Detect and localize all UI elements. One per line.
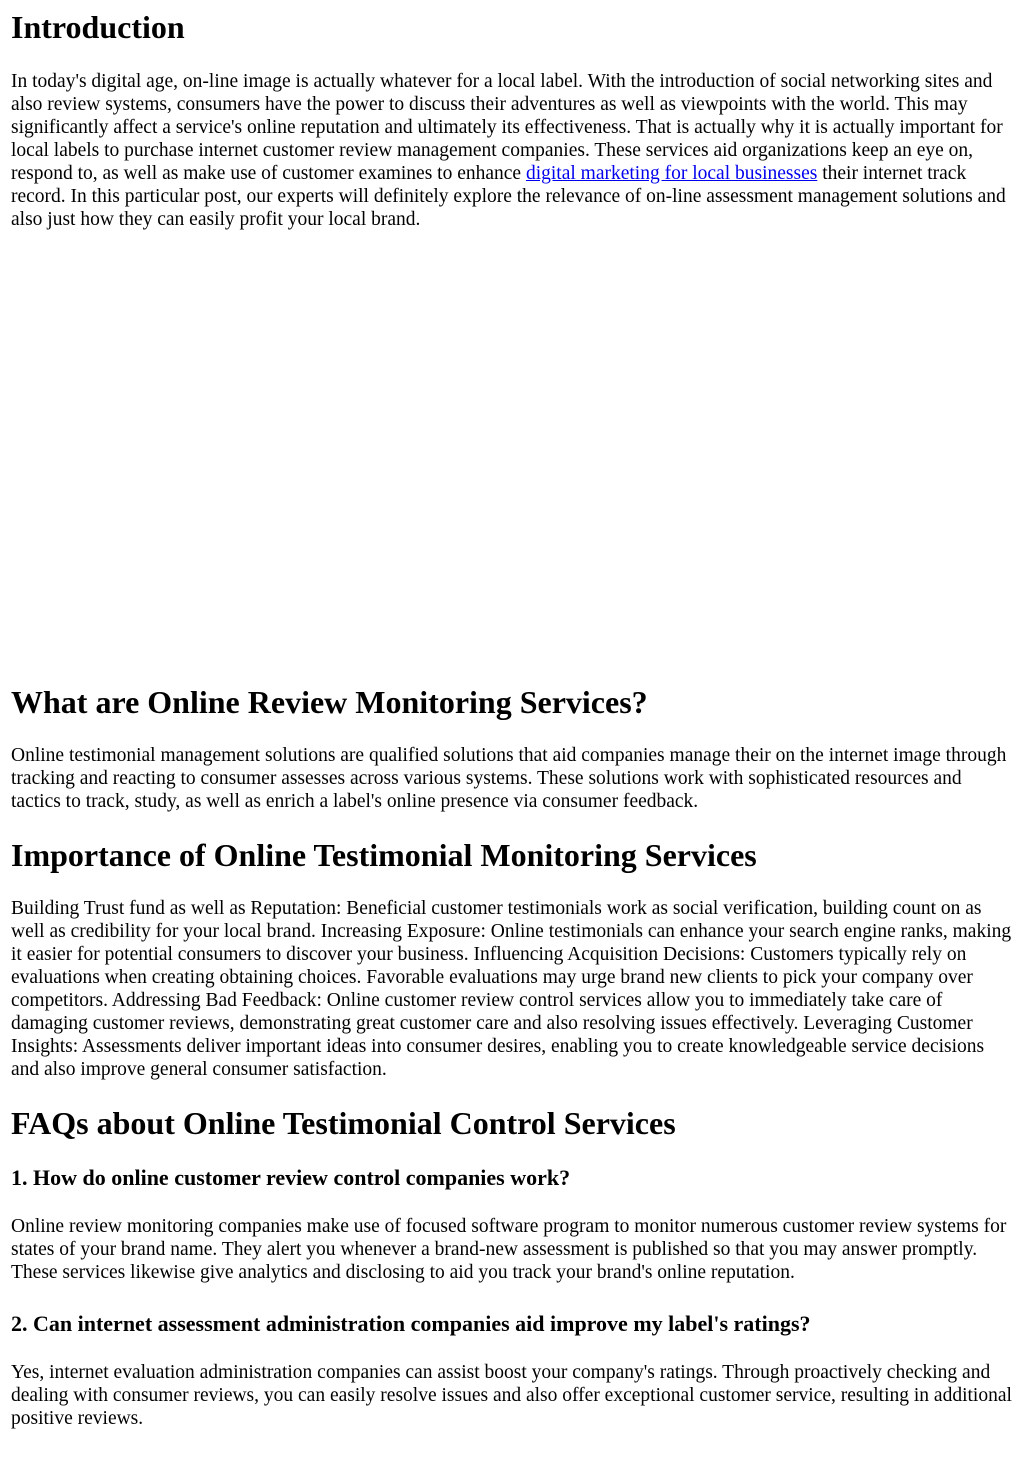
blank-image-area bbox=[11, 231, 1013, 673]
introduction-heading: Introduction bbox=[11, 9, 185, 45]
faqs-heading: FAQs about Online Testimonial Control Services bbox=[11, 1105, 676, 1141]
what-are-services-heading: What are Online Review Monitoring Services? bbox=[11, 684, 648, 720]
introduction-text-start: In today's digital age, on-line image is actually whatever for a local label. With the introduction of social networking sites and also review systems, consumers have the power to discuss their adventures as well as viewpoints with the world. This may significantly affect a service's online reputation and ultimately its effectiveness. That is actually why it is actually important for local labels to purchase internet customer review management companies. These services aid organizations keep an eye on, respond to, as well as make use of customer examines to enhance bbox=[11, 71, 1003, 184]
introduction-text-end: their internet track record. In this particular post, our experts will definitely explore the relevance of on-line assessment management solutions and also just how they can easily profit your local brand. bbox=[11, 163, 1006, 230]
faq-answer-2: Yes, internet evaluation administration companies can assist boost your company's ratings. Through proactively checking and dealing with consumer reviews, you can easily resolve issues and also offer exceptional customer service, resulting in additional positive reviews. bbox=[11, 1362, 1012, 1429]
importance-paragraph: Building Trust fund as well as Reputation: Beneficial customer testimonials work as social verification, building count on as well as credibility for your local brand. Increasing Exposure: Online testimonials can enhance your search engine ranks, making it easier for potential consumers to discover your business. Influencing Acquisition Decisions: Customers typically rely on evaluations when creating obtaining choices. Favorable evaluations may urge brand new clients to pick your company over competitors. Addressing Bad Feedback: Online customer review control services allow you to immediately take care of damaging customer reviews, demonstrating great customer care and also resolving issues effectively. Leveraging Customer Insights: Assessments deliver important ideas into consumer desires, enabling you to create knowledgeable service decisions and also improve general consumer satisfaction. bbox=[11, 898, 1012, 1080]
digital-marketing-link[interactable]: digital marketing for local businesses bbox=[525, 163, 818, 184]
faq-question-1: 1. How do online customer review control companies work? bbox=[11, 1165, 571, 1190]
article bbox=[0, 9, 1024, 1430]
introduction-paragraph bbox=[11, 70, 1013, 231]
importance-heading: Importance of Online Testimonial Monitoring Services bbox=[11, 837, 757, 873]
what-are-services-paragraph: Online testimonial management solutions are qualified solutions that aid companies manage their on the internet image through tracking and reacting to consumer assesses across various systems. These solutions work with sophisticated resources and tactics to track, study, as well as enrich a label's online presence via consumer feedback. bbox=[11, 745, 1007, 812]
faq-answer-1: Online review monitoring companies make use of focused software program to monitor numerous customer review systems for states of your brand name. They alert you whenever a brand-new assessment is published so that you may answer promptly. These services likewise give analytics and disclosing to aid you track your brand's online reputation. bbox=[11, 1216, 1007, 1283]
faq-question-2: 2. Can internet assessment administration companies aid improve my label's ratings? bbox=[11, 1311, 811, 1336]
